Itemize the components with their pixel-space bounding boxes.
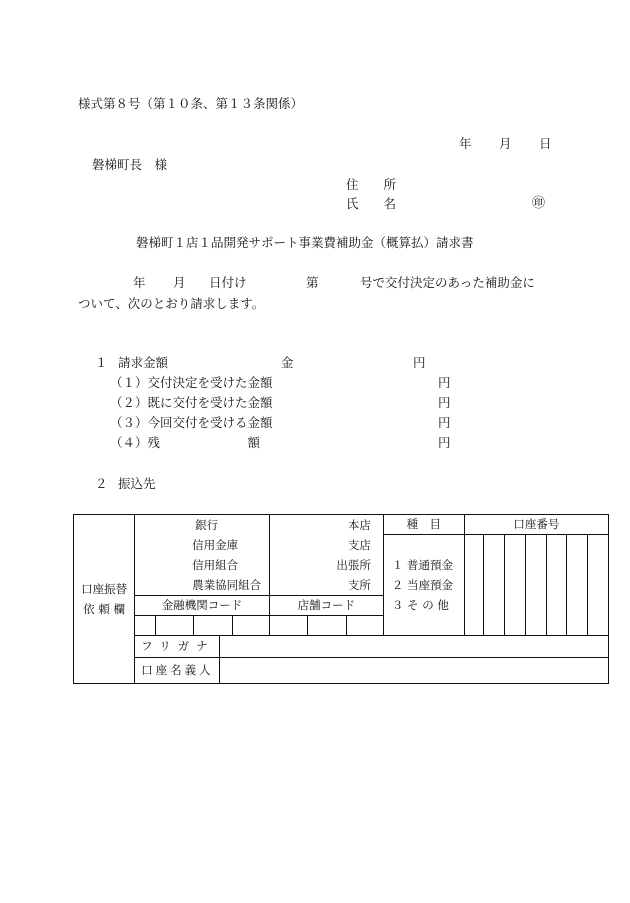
body-dated: 日付け (209, 275, 247, 290)
date-month: 月 (499, 136, 512, 151)
branch-code-digit-2[interactable] (308, 616, 346, 636)
section2-label: 振込先 (118, 476, 156, 491)
document-title: 磐梯町１店１品開発サポート事業費補助金（概算払）請求書 (136, 235, 474, 250)
section1-label: 請求金額 (118, 355, 169, 370)
branch-code-digit-1[interactable] (269, 616, 307, 636)
account-digit-5[interactable] (546, 535, 567, 636)
bank-code-digit-4[interactable] (232, 616, 269, 636)
body-year: 年 (133, 275, 146, 290)
type-header: 種 目 (383, 515, 464, 535)
item-2-yen: 円 (438, 395, 451, 410)
bank-code-digit-1[interactable] (135, 616, 156, 636)
address-label: 住 所 (346, 177, 397, 192)
bank-transfer-table (73, 514, 609, 684)
furigana-field[interactable] (219, 636, 608, 657)
furigana-label: フリガナ (135, 636, 219, 657)
account-number-header: 口座番号 (464, 515, 608, 535)
bank-code-digit-3[interactable] (194, 616, 232, 636)
bank-code-digit-2[interactable] (155, 616, 193, 636)
item-1-label: （１）交付決定を受けた金額 (110, 375, 273, 390)
account-digit-6[interactable] (567, 535, 588, 636)
account-digit-7[interactable] (588, 535, 609, 636)
section1-kin: 金 (281, 355, 294, 370)
bank-type-cell: 銀行 信用金庫 信用組合 農業協同組合 (135, 515, 270, 596)
date-day: 日 (539, 136, 552, 151)
account-holder-field[interactable] (219, 657, 608, 683)
item-1-yen: 円 (438, 375, 451, 390)
name-label: 氏 名 (346, 196, 397, 211)
item-4-yen: 円 (438, 435, 451, 450)
date-year: 年 (459, 136, 472, 151)
branch-type-cell: 本店 支店 出張所 支所 (269, 515, 383, 596)
item-3-yen: 円 (438, 415, 451, 430)
account-digit-1[interactable] (464, 535, 484, 636)
item-2-label: （２）既に交付を受けた金額 (110, 395, 273, 410)
account-holder-label: 口座名義人 (135, 657, 219, 683)
addressee: 磐梯町長 様 (92, 157, 168, 172)
section1-number: １ (95, 355, 108, 370)
form-number: 様式第８号（第１０条、第１３条関係） (78, 96, 304, 111)
account-request-header: 口座振替 依 頼 欄 (74, 515, 135, 684)
item-3-label: （３）今回交付を受ける金額 (110, 415, 273, 430)
holder-block (135, 636, 609, 684)
account-type-cell: １ 普通預金 ２ 当座預金 ３ そ の 他 (383, 535, 464, 636)
account-digit-2[interactable] (484, 535, 505, 636)
account-digit-4[interactable] (525, 535, 546, 636)
section1-yen: 円 (413, 355, 426, 370)
account-digit-3[interactable] (505, 535, 526, 636)
body-number-prefix: 第 (306, 275, 319, 290)
body-line1-rest: 号で交付決定のあった補助金に (360, 275, 535, 290)
item-4-label: （４）残 額 (110, 435, 261, 450)
section2-number: ２ (95, 476, 108, 491)
seal-mark: ㊞ (532, 196, 546, 211)
branch-code-digit-3[interactable] (346, 616, 383, 636)
body-line2: ついて、次のとおり請求します。 (78, 296, 265, 311)
body-month: 月 (173, 275, 186, 290)
branch-code-label: 店舗コード (269, 596, 383, 616)
bank-code-label: 金融機関コード (135, 596, 270, 616)
